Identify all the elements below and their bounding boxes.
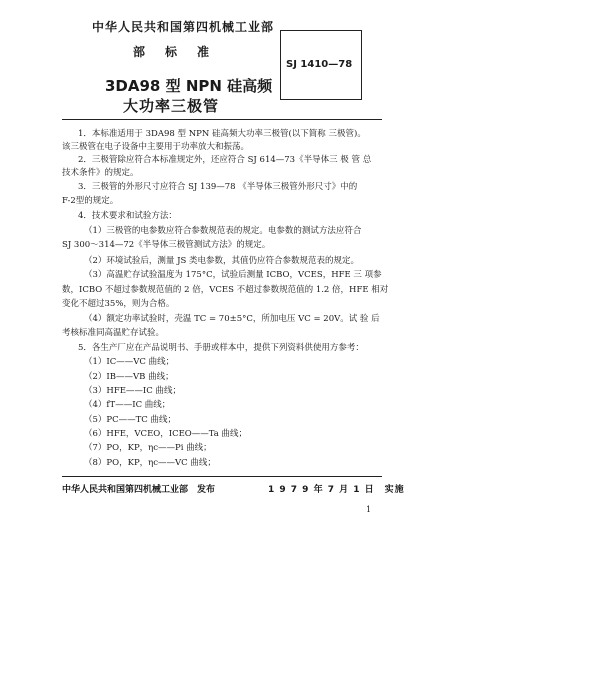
footer-effective-date: 1 9 7 9 年 7 月 1 日 实施 (268, 485, 405, 495)
body-line-8: （1）三极管的电参数应符合参数规范表的规定。电参数的测试方法应符合 (84, 226, 362, 236)
body-line-4: 技术条件》的规定。 (62, 168, 139, 178)
body-line-14: （4）额定功率试验时，壳温 TC = 70±5°C，所加电压 VC = 20V。试 验 后 (84, 314, 380, 324)
document-title-line-1: 3DA98 型 NPN 硅高频 (105, 77, 273, 95)
bottom-divider (62, 476, 382, 477)
standard-kind-char-2: 标 (165, 45, 180, 59)
top-divider (62, 119, 382, 120)
list-item-2: （2）IB——VB 曲线； (84, 372, 174, 382)
body-line-6: F-2型的规定。 (62, 196, 119, 206)
issuing-ministry: 中华人民共和国第四机械工业部 (92, 20, 275, 34)
body-line-3: 2．三极管除应符合本标准规定外，还应符合 SJ 614—73《半导体三 极 管 总 (78, 155, 372, 165)
list-item-8: （8）PO，KP，ηc——VC 曲线； (84, 458, 216, 468)
body-line-10: （2）环境试验后，测量 JS 类电参数，其值仍应符合参数规范表的规定。 (84, 256, 360, 266)
body-line-11: （3）高温贮存试验温度为 175°C，试验后测量 ICBO，VCES，HFE 三 项参 (84, 270, 382, 280)
body-line-9: SJ 300～314—72《半导体三极管测试方法》的规定。 (62, 240, 271, 250)
standard-kind-char-1: 部 (133, 45, 148, 59)
list-item-5: （5）PC——TC 曲线； (84, 415, 177, 425)
body-line-5: 3．三极管的外形尺寸应符合 SJ 139—78 《半导体三极管外形尺寸》中的 (78, 182, 358, 192)
body-line-13: 变化不超过35%，则为合格。 (62, 299, 175, 309)
list-item-1: （1）IC——VC 曲线； (84, 357, 175, 367)
body-line-7: 4．技术要求和试验方法： (78, 211, 177, 221)
list-item-3: （3）HFE——IC 曲线； (84, 386, 181, 396)
standard-kind (133, 43, 229, 60)
body-line-1: 1．本标准适用于 3DA98 型 NPN 硅高频大功率三极管(以下简称 三极管)。 (78, 129, 366, 139)
list-item-7: （7）PO，KP，ηc——Pi 曲线； (84, 443, 212, 453)
footer-publisher: 中华人民共和国第四机械工业部 发布 (62, 485, 216, 495)
body-line-12: 数，ICBO 不超过参数规范值的 2 倍，VCES 不超过参数规范值的 1.2 倍，HFE 相对 (62, 285, 389, 295)
body-line-16: 5．各生产厂应在产品说明书、手册或样本中，提供下列资料供使用方参考： (78, 343, 364, 353)
standard-code: SJ 1410—78 (286, 59, 353, 70)
standard-kind-char-3: 准 (197, 45, 212, 59)
body-line-2: 该三极管在电子设备中主要用于功率放大和振荡。 (62, 142, 250, 152)
body-line-15: 考核标准同高温贮存试验。 (62, 328, 165, 338)
page-number: 1 (366, 505, 372, 514)
document-title-line-2: 大功率三极管 (123, 97, 220, 115)
list-item-4: （4）fT——IC 曲线； (84, 400, 171, 410)
list-item-6: （6）HFE，VCEO，ICEO——Ta 曲线； (84, 429, 248, 439)
